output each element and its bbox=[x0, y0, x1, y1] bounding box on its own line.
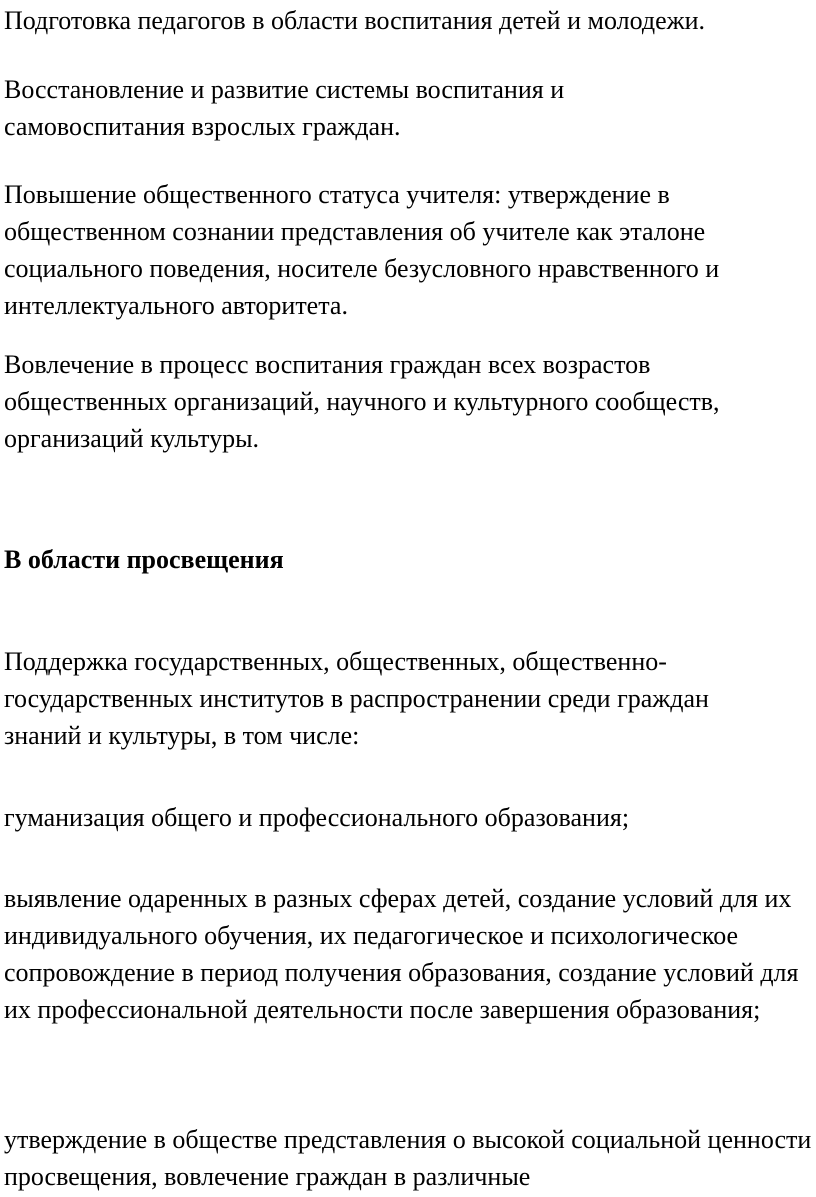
paragraph-community-involvement: Вовлечение в процесс воспитания граждан всех возрастов общественных организаций, научного и культурного сообществ, организаций культуры. bbox=[4, 350, 720, 453]
paragraph-teacher-training: Подготовка педагогов в области воспитания детей и молодежи. bbox=[4, 6, 705, 35]
paragraph-enlightenment-value: утверждение в обществе представления о высокой социальной ценности просвещения, вовлечение граждан в различные bbox=[4, 1125, 812, 1191]
paragraph-knowledge-support: Поддержка государственных, общественных, общественно-государственных институтов в распространении среди граждан знаний и культуры, в том числе: bbox=[4, 647, 709, 750]
paragraph-humanization: гуманизация общего и профессионального образования; bbox=[4, 803, 630, 832]
section-heading: В области просвещения bbox=[4, 545, 284, 574]
paragraph-teacher-status: Повышение общественного статуса учителя: утверждение в общественном сознании представления об учителе как эталоне социального поведения, носителе безусловного нравственного и интеллектуального авторитета. bbox=[4, 180, 720, 320]
paragraph-gifted-children: выявление одаренных в разных сферах детей, создание условий для их индивидуального обучения, их педагогическое и психологическое сопровождение в период получения образования, создание условий для их профессиональной деятельности после завершения образования; bbox=[4, 884, 799, 1024]
paragraph-adult-education: Восстановление и развитие системы воспитания и самовоспитания взрослых граждан. bbox=[4, 75, 565, 141]
